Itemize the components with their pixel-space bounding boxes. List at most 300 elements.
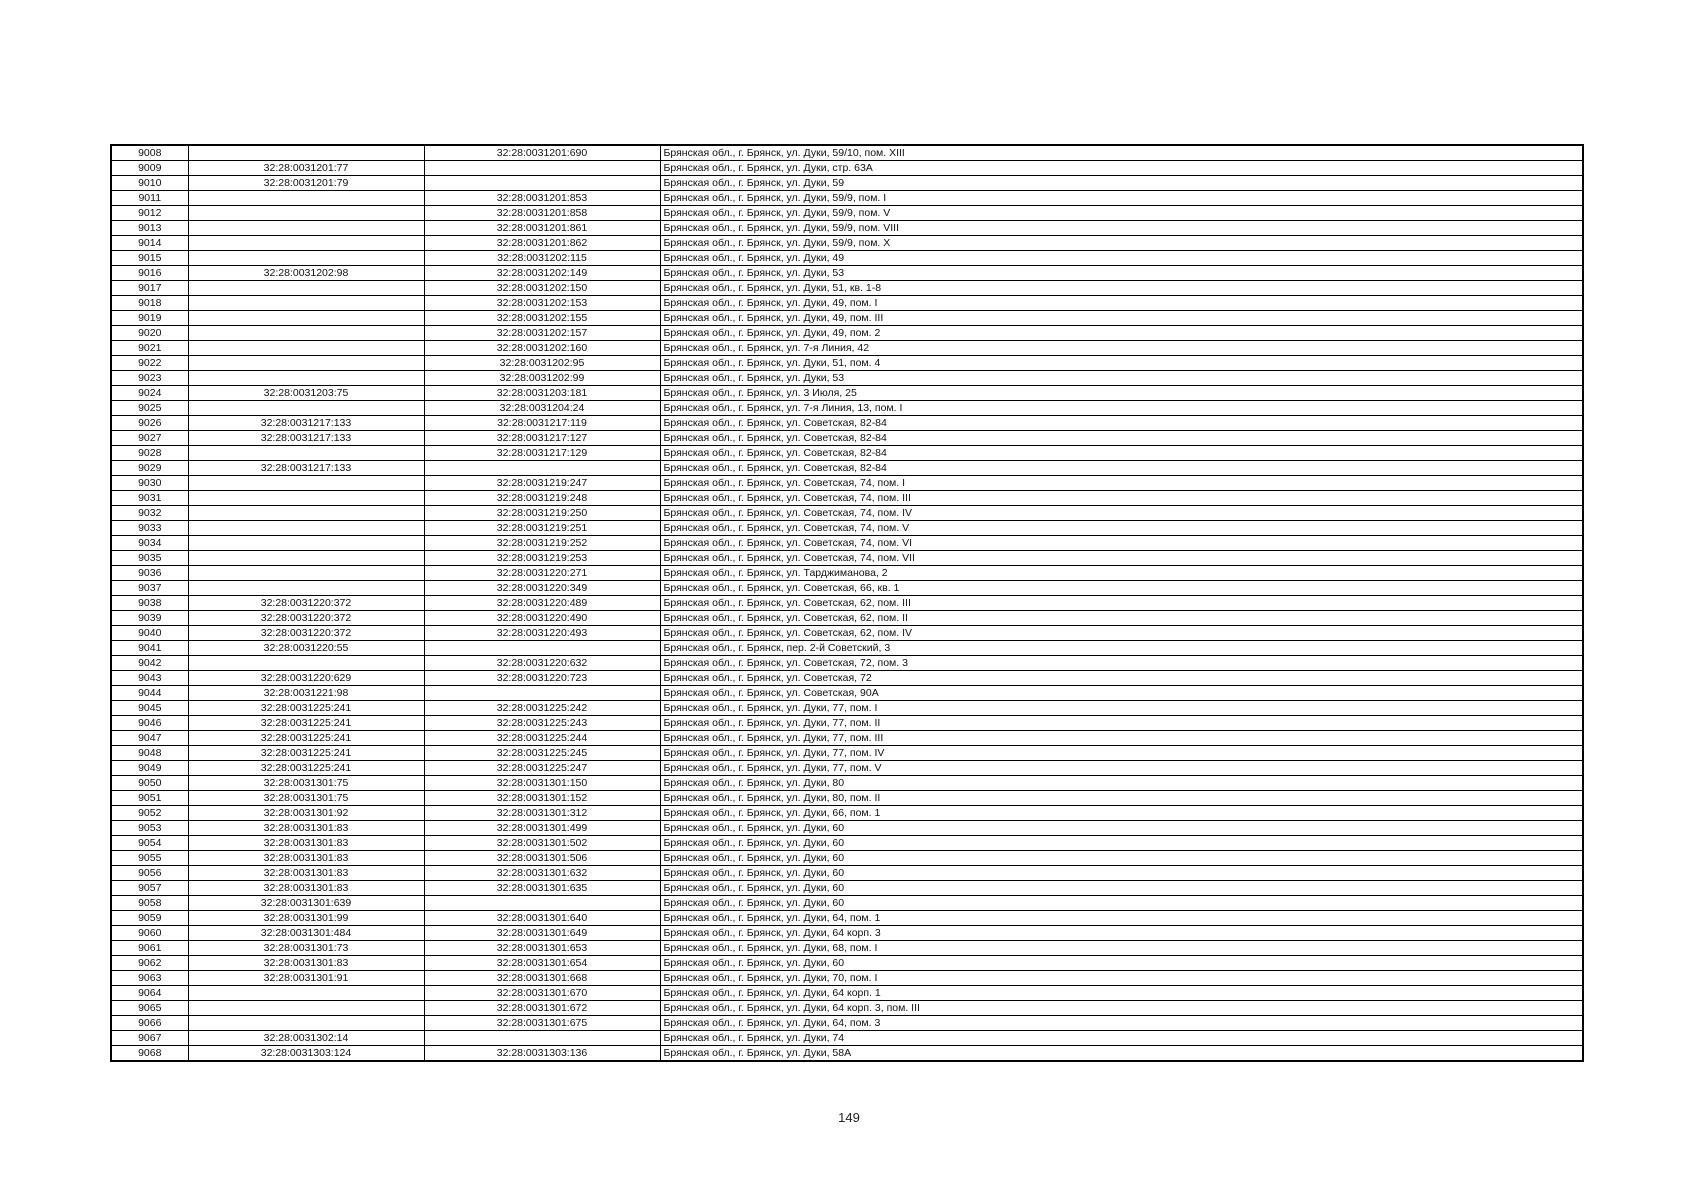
address-cell: Брянская обл., г. Брянск, ул. Дуки, 64 корп. 1 [660, 986, 1583, 1001]
object-cadastral-number-cell: 32:28:0031301:668 [424, 971, 660, 986]
object-cadastral-number-cell: 32:28:0031201:853 [424, 191, 660, 206]
address-cell: Брянская обл., г. Брянск, ул. Дуки, 49 [660, 251, 1583, 266]
row-number-cell: 9041 [111, 641, 188, 656]
address-cell: Брянская обл., г. Брянск, ул. Дуки, 59/10, пом. XIII [660, 145, 1583, 161]
object-cadastral-number-cell: 32:28:0031201:858 [424, 206, 660, 221]
object-cadastral-number-cell: 32:28:0031202:153 [424, 296, 660, 311]
row-number-cell: 9064 [111, 986, 188, 1001]
land-cadastral-number-cell: 32:28:0031301:639 [188, 896, 424, 911]
address-cell: Брянская обл., г. Брянск, ул. Дуки, 64 корп. 3 [660, 926, 1583, 941]
land-cadastral-number-cell [188, 536, 424, 551]
row-number-cell: 9055 [111, 851, 188, 866]
row-number-cell: 9037 [111, 581, 188, 596]
table-row [111, 866, 1583, 881]
land-cadastral-number-cell: 32:28:0031220:372 [188, 611, 424, 626]
table-row [111, 206, 1583, 221]
land-cadastral-number-cell [188, 206, 424, 221]
table-row [111, 626, 1583, 641]
row-number-cell: 9017 [111, 281, 188, 296]
table-row [111, 221, 1583, 236]
row-number-cell: 9031 [111, 491, 188, 506]
address-cell: Брянская обл., г. Брянск, ул. Советская, 74, пом. I [660, 476, 1583, 491]
address-cell: Брянская обл., г. Брянск, ул. Советская, 62, пом. IV [660, 626, 1583, 641]
table-row [111, 851, 1583, 866]
land-cadastral-number-cell [188, 191, 424, 206]
page-number: 149 [838, 1110, 860, 1125]
object-cadastral-number-cell: 32:28:0031203:181 [424, 386, 660, 401]
object-cadastral-number-cell: 32:28:0031301:653 [424, 941, 660, 956]
land-cadastral-number-cell: 32:28:0031221:98 [188, 686, 424, 701]
land-cadastral-number-cell: 32:28:0031301:83 [188, 851, 424, 866]
object-cadastral-number-cell: 32:28:0031301:635 [424, 881, 660, 896]
row-number-cell: 9009 [111, 161, 188, 176]
table-row [111, 401, 1583, 416]
address-cell: Брянская обл., г. Брянск, ул. Дуки, 53 [660, 371, 1583, 386]
land-cadastral-number-cell [188, 401, 424, 416]
row-number-cell: 9042 [111, 656, 188, 671]
table-row [111, 446, 1583, 461]
land-cadastral-number-cell: 32:28:0031220:372 [188, 596, 424, 611]
land-cadastral-number-cell [188, 221, 424, 236]
object-cadastral-number-cell: 32:28:0031301:312 [424, 806, 660, 821]
address-cell: Брянская обл., г. Брянск, ул. Советская, 82-84 [660, 431, 1583, 446]
table-row [111, 476, 1583, 491]
land-cadastral-number-cell: 32:28:0031225:241 [188, 716, 424, 731]
land-cadastral-number-cell: 32:28:0031220:55 [188, 641, 424, 656]
address-cell: Брянская обл., г. Брянск, ул. Дуки, 49, пом. 2 [660, 326, 1583, 341]
land-cadastral-number-cell: 32:28:0031225:241 [188, 746, 424, 761]
land-cadastral-number-cell: 32:28:0031220:629 [188, 671, 424, 686]
table-row [111, 971, 1583, 986]
object-cadastral-number-cell: 32:28:0031201:690 [424, 145, 660, 161]
table-row [111, 371, 1583, 386]
table-row [111, 1031, 1583, 1046]
table-row [111, 596, 1583, 611]
object-cadastral-number-cell: 32:28:0031202:149 [424, 266, 660, 281]
object-cadastral-number-cell: 32:28:0031217:119 [424, 416, 660, 431]
row-number-cell: 9056 [111, 866, 188, 881]
land-cadastral-number-cell [188, 145, 424, 161]
row-number-cell: 9018 [111, 296, 188, 311]
object-cadastral-number-cell: 32:28:0031220:349 [424, 581, 660, 596]
table-row [111, 416, 1583, 431]
address-cell: Брянская обл., г. Брянск, ул. Дуки, 77, пом. III [660, 731, 1583, 746]
address-cell: Брянская обл., г. Брянск, ул. Дуки, 64, пом. 1 [660, 911, 1583, 926]
address-cell: Брянская обл., г. Брянск, ул. Дуки, 59/9, пом. X [660, 236, 1583, 251]
land-cadastral-number-cell [188, 551, 424, 566]
address-cell: Брянская обл., г. Брянск, ул. Дуки, 59/9, пом. VIII [660, 221, 1583, 236]
address-cell: Брянская обл., г. Брянск, ул. Дуки, 60 [660, 956, 1583, 971]
land-cadastral-number-cell [188, 236, 424, 251]
table-row [111, 326, 1583, 341]
row-number-cell: 9034 [111, 536, 188, 551]
row-number-cell: 9058 [111, 896, 188, 911]
object-cadastral-number-cell: 32:28:0031219:247 [424, 476, 660, 491]
land-cadastral-number-cell: 32:28:0031301:83 [188, 881, 424, 896]
object-cadastral-number-cell: 32:28:0031301:675 [424, 1016, 660, 1031]
land-cadastral-number-cell [188, 311, 424, 326]
object-cadastral-number-cell: 32:28:0031225:247 [424, 761, 660, 776]
address-cell: Брянская обл., г. Брянск, ул. Дуки, 60 [660, 896, 1583, 911]
address-cell: Брянская обл., г. Брянск, ул. Дуки, 59/9, пом. V [660, 206, 1583, 221]
row-number-cell: 9063 [111, 971, 188, 986]
object-cadastral-number-cell: 32:28:0031220:489 [424, 596, 660, 611]
land-cadastral-number-cell: 32:28:0031217:133 [188, 431, 424, 446]
object-cadastral-number-cell: 32:28:0031201:862 [424, 236, 660, 251]
registry-table [110, 144, 1584, 1062]
land-cadastral-number-cell: 32:28:0031201:77 [188, 161, 424, 176]
object-cadastral-number-cell: 32:28:0031220:632 [424, 656, 660, 671]
table-row [111, 296, 1583, 311]
address-cell: Брянская обл., г. Брянск, ул. Дуки, 70, пом. I [660, 971, 1583, 986]
land-cadastral-number-cell: 32:28:0031301:75 [188, 791, 424, 806]
address-cell: Брянская обл., г. Брянск, ул. Советская, 72, пом. 3 [660, 656, 1583, 671]
object-cadastral-number-cell: 32:28:0031301:152 [424, 791, 660, 806]
table-row [111, 821, 1583, 836]
address-cell: Брянская обл., г. Брянск, ул. Дуки, 53 [660, 266, 1583, 281]
object-cadastral-number-cell: 32:28:0031301:150 [424, 776, 660, 791]
land-cadastral-number-cell: 32:28:0031220:372 [188, 626, 424, 641]
address-cell: Брянская обл., г. Брянск, ул. Советская, 74, пом. VII [660, 551, 1583, 566]
row-number-cell: 9035 [111, 551, 188, 566]
land-cadastral-number-cell [188, 476, 424, 491]
row-number-cell: 9022 [111, 356, 188, 371]
table-row [111, 236, 1583, 251]
row-number-cell: 9038 [111, 596, 188, 611]
table-row [111, 566, 1583, 581]
row-number-cell: 9015 [111, 251, 188, 266]
object-cadastral-number-cell: 32:28:0031301:654 [424, 956, 660, 971]
row-number-cell: 9046 [111, 716, 188, 731]
land-cadastral-number-cell: 32:28:0031301:83 [188, 836, 424, 851]
table-row [111, 191, 1583, 206]
address-cell: Брянская обл., г. Брянск, ул. Советская, 62, пом. II [660, 611, 1583, 626]
row-number-cell: 9049 [111, 761, 188, 776]
table-row [111, 1046, 1583, 1062]
land-cadastral-number-cell [188, 296, 424, 311]
object-cadastral-number-cell: 32:28:0031202:155 [424, 311, 660, 326]
row-number-cell: 9024 [111, 386, 188, 401]
row-number-cell: 9011 [111, 191, 188, 206]
land-cadastral-number-cell [188, 581, 424, 596]
land-cadastral-number-cell: 32:28:0031217:133 [188, 461, 424, 476]
object-cadastral-number-cell: 32:28:0031219:253 [424, 551, 660, 566]
address-cell: Брянская обл., г. Брянск, ул. Дуки, 64, пом. 3 [660, 1016, 1583, 1031]
row-number-cell: 9060 [111, 926, 188, 941]
address-cell: Брянская обл., г. Брянск, ул. Тарджиманова, 2 [660, 566, 1583, 581]
land-cadastral-number-cell [188, 341, 424, 356]
row-number-cell: 9025 [111, 401, 188, 416]
row-number-cell: 9027 [111, 431, 188, 446]
table-row [111, 266, 1583, 281]
object-cadastral-number-cell [424, 686, 660, 701]
address-cell: Брянская обл., г. Брянск, ул. Дуки, 80 [660, 776, 1583, 791]
row-number-cell: 9050 [111, 776, 188, 791]
object-cadastral-number-cell: 32:28:0031202:160 [424, 341, 660, 356]
object-cadastral-number-cell: 32:28:0031201:861 [424, 221, 660, 236]
object-cadastral-number-cell: 32:28:0031217:127 [424, 431, 660, 446]
object-cadastral-number-cell [424, 176, 660, 191]
land-cadastral-number-cell: 32:28:0031301:92 [188, 806, 424, 821]
address-cell: Брянская обл., г. Брянск, ул. Дуки, 60 [660, 866, 1583, 881]
object-cadastral-number-cell: 32:28:0031225:245 [424, 746, 660, 761]
land-cadastral-number-cell [188, 251, 424, 266]
land-cadastral-number-cell [188, 986, 424, 1001]
address-cell: Брянская обл., г. Брянск, ул. Дуки, 68, пом. I [660, 941, 1583, 956]
address-cell: Брянская обл., г. Брянск, пер. 2-й Советский, 3 [660, 641, 1583, 656]
address-cell: Брянская обл., г. Брянск, ул. Советская, 74, пом. VI [660, 536, 1583, 551]
table-row [111, 911, 1583, 926]
land-cadastral-number-cell: 32:28:0031301:83 [188, 821, 424, 836]
land-cadastral-number-cell [188, 371, 424, 386]
row-number-cell: 9008 [111, 145, 188, 161]
address-cell: Брянская обл., г. Брянск, ул. Советская, 74, пом. III [660, 491, 1583, 506]
table-row [111, 461, 1583, 476]
address-cell: Брянская обл., г. Брянск, ул. Советская, 74, пом. V [660, 521, 1583, 536]
object-cadastral-number-cell: 32:28:0031220:490 [424, 611, 660, 626]
address-cell: Брянская обл., г. Брянск, ул. Дуки, 77, пом. II [660, 716, 1583, 731]
land-cadastral-number-cell: 32:28:0031225:241 [188, 701, 424, 716]
table-row [111, 251, 1583, 266]
row-number-cell: 9030 [111, 476, 188, 491]
table-row [111, 701, 1583, 716]
object-cadastral-number-cell: 32:28:0031301:499 [424, 821, 660, 836]
address-cell: Брянская обл., г. Брянск, ул. 7-я Линия, 13, пом. I [660, 401, 1583, 416]
row-number-cell: 9021 [111, 341, 188, 356]
table-row [111, 491, 1583, 506]
land-cadastral-number-cell: 32:28:0031301:83 [188, 866, 424, 881]
land-cadastral-number-cell: 32:28:0031302:14 [188, 1031, 424, 1046]
row-number-cell: 9062 [111, 956, 188, 971]
object-cadastral-number-cell: 32:28:0031219:252 [424, 536, 660, 551]
row-number-cell: 9061 [111, 941, 188, 956]
land-cadastral-number-cell [188, 326, 424, 341]
object-cadastral-number-cell: 32:28:0031219:248 [424, 491, 660, 506]
object-cadastral-number-cell: 32:28:0031303:136 [424, 1046, 660, 1062]
table-row [111, 671, 1583, 686]
address-cell: Брянская обл., г. Брянск, ул. Советская, 74, пом. IV [660, 506, 1583, 521]
table-row [111, 431, 1583, 446]
address-cell: Брянская обл., г. Брянск, ул. Советская, 66, кв. 1 [660, 581, 1583, 596]
address-cell: Брянская обл., г. Брянск, ул. Дуки, 49, пом. III [660, 311, 1583, 326]
table-row [111, 145, 1583, 161]
object-cadastral-number-cell [424, 896, 660, 911]
table-row [111, 986, 1583, 1001]
object-cadastral-number-cell: 32:28:0031301:506 [424, 851, 660, 866]
object-cadastral-number-cell: 32:28:0031202:150 [424, 281, 660, 296]
table-row [111, 776, 1583, 791]
address-cell: Брянская обл., г. Брянск, ул. Советская, 82-84 [660, 446, 1583, 461]
row-number-cell: 9039 [111, 611, 188, 626]
table-row [111, 1016, 1583, 1031]
table-row [111, 806, 1583, 821]
land-cadastral-number-cell: 32:28:0031201:79 [188, 176, 424, 191]
address-cell: Брянская обл., г. Брянск, ул. Дуки, стр. 63А [660, 161, 1583, 176]
row-number-cell: 9057 [111, 881, 188, 896]
land-cadastral-number-cell [188, 356, 424, 371]
row-number-cell: 9068 [111, 1046, 188, 1062]
row-number-cell: 9036 [111, 566, 188, 581]
table-row [111, 686, 1583, 701]
object-cadastral-number-cell: 32:28:0031301:640 [424, 911, 660, 926]
address-cell: Брянская обл., г. Брянск, ул. Дуки, 51, кв. 1-8 [660, 281, 1583, 296]
table-row [111, 161, 1583, 176]
object-cadastral-number-cell: 32:28:0031220:493 [424, 626, 660, 641]
object-cadastral-number-cell: 32:28:0031301:649 [424, 926, 660, 941]
table-row [111, 716, 1583, 731]
row-number-cell: 9032 [111, 506, 188, 521]
object-cadastral-number-cell [424, 641, 660, 656]
land-cadastral-number-cell [188, 281, 424, 296]
object-cadastral-number-cell: 32:28:0031202:157 [424, 326, 660, 341]
table-row [111, 761, 1583, 776]
row-number-cell: 9051 [111, 791, 188, 806]
land-cadastral-number-cell: 32:28:0031301:484 [188, 926, 424, 941]
address-cell: Брянская обл., г. Брянск, ул. Дуки, 77, пом. I [660, 701, 1583, 716]
land-cadastral-number-cell: 32:28:0031202:98 [188, 266, 424, 281]
land-cadastral-number-cell: 32:28:0031301:75 [188, 776, 424, 791]
row-number-cell: 9012 [111, 206, 188, 221]
object-cadastral-number-cell: 32:28:0031225:242 [424, 701, 660, 716]
row-number-cell: 9020 [111, 326, 188, 341]
row-number-cell: 9019 [111, 311, 188, 326]
row-number-cell: 9044 [111, 686, 188, 701]
address-cell: Брянская обл., г. Брянск, ул. Дуки, 60 [660, 836, 1583, 851]
address-cell: Брянская обл., г. Брянск, ул. Дуки, 49, пом. I [660, 296, 1583, 311]
land-cadastral-number-cell: 32:28:0031203:75 [188, 386, 424, 401]
address-cell: Брянская обл., г. Брянск, ул. Советская, 62, пом. III [660, 596, 1583, 611]
address-cell: Брянская обл., г. Брянск, ул. Дуки, 77, пом. V [660, 761, 1583, 776]
row-number-cell: 9054 [111, 836, 188, 851]
object-cadastral-number-cell: 32:28:0031301:670 [424, 986, 660, 1001]
table-row [111, 641, 1583, 656]
land-cadastral-number-cell: 32:28:0031301:73 [188, 941, 424, 956]
object-cadastral-number-cell: 32:28:0031301:672 [424, 1001, 660, 1016]
table-row [111, 356, 1583, 371]
object-cadastral-number-cell [424, 461, 660, 476]
object-cadastral-number-cell [424, 1031, 660, 1046]
row-number-cell: 9045 [111, 701, 188, 716]
address-cell: Брянская обл., г. Брянск, ул. Дуки, 60 [660, 881, 1583, 896]
object-cadastral-number-cell: 32:28:0031301:632 [424, 866, 660, 881]
row-number-cell: 9066 [111, 1016, 188, 1031]
table-row [111, 731, 1583, 746]
table-row [111, 791, 1583, 806]
row-number-cell: 9010 [111, 176, 188, 191]
address-cell: Брянская обл., г. Брянск, ул. Дуки, 59 [660, 176, 1583, 191]
address-cell: Брянская обл., г. Брянск, ул. Дуки, 77, пом. IV [660, 746, 1583, 761]
table-row [111, 956, 1583, 971]
object-cadastral-number-cell: 32:28:0031204:24 [424, 401, 660, 416]
land-cadastral-number-cell [188, 506, 424, 521]
land-cadastral-number-cell: 32:28:0031301:99 [188, 911, 424, 926]
address-cell: Брянская обл., г. Брянск, ул. Советская, 72 [660, 671, 1583, 686]
land-cadastral-number-cell [188, 1001, 424, 1016]
table-row [111, 746, 1583, 761]
row-number-cell: 9059 [111, 911, 188, 926]
land-cadastral-number-cell: 32:28:0031301:91 [188, 971, 424, 986]
object-cadastral-number-cell: 32:28:0031202:95 [424, 356, 660, 371]
address-cell: Брянская обл., г. Брянск, ул. Дуки, 80, пом. II [660, 791, 1583, 806]
address-cell: Брянская обл., г. Брянск, ул. 7-я Линия, 42 [660, 341, 1583, 356]
address-cell: Брянская обл., г. Брянск, ул. Советская, 82-84 [660, 416, 1583, 431]
land-cadastral-number-cell [188, 446, 424, 461]
table-row [111, 896, 1583, 911]
land-cadastral-number-cell: 32:28:0031225:241 [188, 761, 424, 776]
land-cadastral-number-cell [188, 656, 424, 671]
table-row [111, 926, 1583, 941]
row-number-cell: 9013 [111, 221, 188, 236]
land-cadastral-number-cell [188, 521, 424, 536]
row-number-cell: 9043 [111, 671, 188, 686]
land-cadastral-number-cell [188, 1016, 424, 1031]
table-row [111, 1001, 1583, 1016]
address-cell: Брянская обл., г. Брянск, ул. 3 Июля, 25 [660, 386, 1583, 401]
object-cadastral-number-cell: 32:28:0031225:243 [424, 716, 660, 731]
table-row [111, 311, 1583, 326]
row-number-cell: 9033 [111, 521, 188, 536]
row-number-cell: 9028 [111, 446, 188, 461]
address-cell: Брянская обл., г. Брянск, ул. Дуки, 66, пом. 1 [660, 806, 1583, 821]
row-number-cell: 9065 [111, 1001, 188, 1016]
table-row [111, 281, 1583, 296]
address-cell: Брянская обл., г. Брянск, ул. Дуки, 60 [660, 821, 1583, 836]
table-row [111, 536, 1583, 551]
address-cell: Брянская обл., г. Брянск, ул. Советская, 82-84 [660, 461, 1583, 476]
table-row [111, 341, 1583, 356]
row-number-cell: 9026 [111, 416, 188, 431]
object-cadastral-number-cell: 32:28:0031202:99 [424, 371, 660, 386]
address-cell: Брянская обл., г. Брянск, ул. Дуки, 60 [660, 851, 1583, 866]
table-row [111, 521, 1583, 536]
object-cadastral-number-cell: 32:28:0031217:129 [424, 446, 660, 461]
address-cell: Брянская обл., г. Брянск, ул. Дуки, 51, пом. 4 [660, 356, 1583, 371]
table-row [111, 176, 1583, 191]
address-cell: Брянская обл., г. Брянск, ул. Дуки, 59/9, пом. I [660, 191, 1583, 206]
registry-table-body [111, 145, 1583, 1061]
row-number-cell: 9053 [111, 821, 188, 836]
table-row [111, 551, 1583, 566]
object-cadastral-number-cell: 32:28:0031219:251 [424, 521, 660, 536]
row-number-cell: 9014 [111, 236, 188, 251]
table-row [111, 581, 1583, 596]
land-cadastral-number-cell: 32:28:0031217:133 [188, 416, 424, 431]
address-cell: Брянская обл., г. Брянск, ул. Дуки, 74 [660, 1031, 1583, 1046]
object-cadastral-number-cell: 32:28:0031202:115 [424, 251, 660, 266]
row-number-cell: 9023 [111, 371, 188, 386]
table-row [111, 386, 1583, 401]
object-cadastral-number-cell: 32:28:0031225:244 [424, 731, 660, 746]
object-cadastral-number-cell: 32:28:0031301:502 [424, 836, 660, 851]
address-cell: Брянская обл., г. Брянск, ул. Дуки, 64 корп. 3, пом. III [660, 1001, 1583, 1016]
table-row [111, 611, 1583, 626]
land-cadastral-number-cell [188, 566, 424, 581]
object-cadastral-number-cell: 32:28:0031220:271 [424, 566, 660, 581]
object-cadastral-number-cell: 32:28:0031219:250 [424, 506, 660, 521]
table-row [111, 836, 1583, 851]
row-number-cell: 9048 [111, 746, 188, 761]
row-number-cell: 9029 [111, 461, 188, 476]
row-number-cell: 9016 [111, 266, 188, 281]
address-cell: Брянская обл., г. Брянск, ул. Советская, 90А [660, 686, 1583, 701]
table-row [111, 506, 1583, 521]
row-number-cell: 9047 [111, 731, 188, 746]
row-number-cell: 9067 [111, 1031, 188, 1046]
table-row [111, 656, 1583, 671]
land-cadastral-number-cell: 32:28:0031303:124 [188, 1046, 424, 1062]
row-number-cell: 9052 [111, 806, 188, 821]
land-cadastral-number-cell: 32:28:0031301:83 [188, 956, 424, 971]
